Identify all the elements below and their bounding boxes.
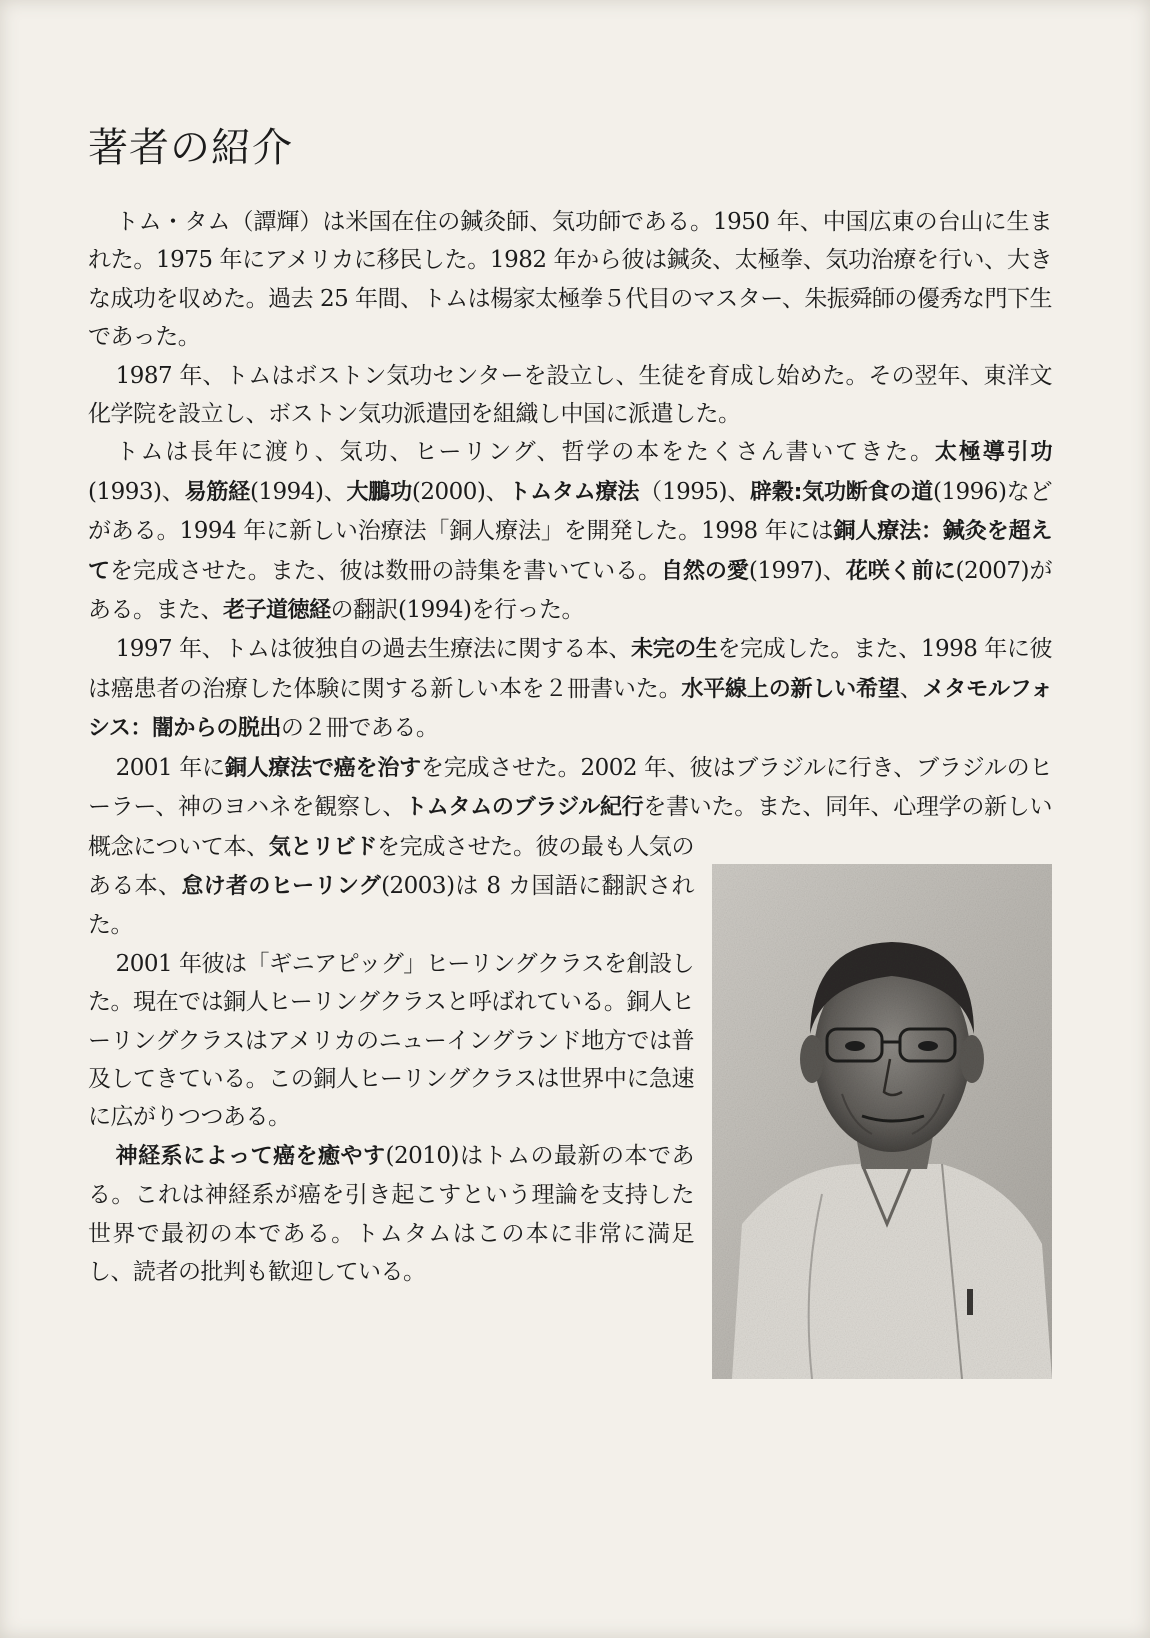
bio-text: 1997 年、トムは彼独自の過去生療法に関する本、 <box>115 636 632 663</box>
page-title: 著者の紹介 <box>88 125 293 171</box>
book-title: 銅人療法で癌を治す <box>224 755 421 781</box>
bio-paragraph-4 <box>88 630 1052 748</box>
bio-text: を完成させた。2002 年、彼はブラジルに行き、ブラジルのヒーラー、神のヨハネを観察し、 <box>88 754 1052 821</box>
bio-text: (2000)、 <box>411 478 509 505</box>
bio-text: の翻訳(1994)を行った。 <box>330 597 584 624</box>
book-title: 自然の愛 <box>661 558 749 584</box>
bio-text: (2003)は 8 カ国語に翻訳された。 <box>88 872 694 939</box>
bio-text: (1993)、 <box>88 478 185 505</box>
bio-text: 1987 年、トムはボストン気功センターを設立し、生徒を育成し始めた。その翌年、東洋文化学院を設立し、ボストン気功派遣団を組織し中国に派遣した。 <box>88 362 1052 428</box>
book-title: 大鵬功 <box>346 479 412 505</box>
bio-text: (2010)はトムの最新の本である。これは神経系が癌を引き起こすという理論を支持した世界で最初の本である。トムタムはこの本に非常に満足し、読者の批判も歓迎している。 <box>88 1142 694 1285</box>
author-portrait-image <box>712 864 1052 1379</box>
bio-paragraph-3 <box>88 433 1052 630</box>
book-title: 老子道徳経 <box>223 598 331 624</box>
book-title: 易筋経 <box>184 479 250 505</box>
bio-paragraph-2 <box>88 357 1052 434</box>
book-title: 辟穀:気功断食の道 <box>750 479 933 505</box>
bio-text: (1997)、 <box>748 557 846 584</box>
bio-text: を完成した。また、1998 年に彼は癌患者の治療した体験に関する新しい本を２冊書いた。 <box>88 636 1052 702</box>
book-title: 気とリビド <box>268 834 378 860</box>
book-title: トムタムのブラジル紀行 <box>405 795 644 821</box>
bio-text: 2001 年彼は「ギニアピッグ」ヒーリングクラスを創設した。現在では銅人ヒーリングクラスと呼ばれている。銅人ヒーリングクラスはアメリカのニューイングランド地方では普及してきている。この銅人ヒーリングクラスは世界中に急速に広がりつつある。 <box>88 950 694 1131</box>
bio-paragraph-1 <box>88 203 1052 357</box>
bio-text: (2007)がある。また、 <box>88 557 1052 624</box>
author-bio <box>88 203 1052 1379</box>
book-title: メタモルフォシス：闇からの脱出 <box>88 676 1052 742</box>
bio-text: を完成させた。彼の最も人気のある本、 <box>88 833 695 899</box>
book-title: 花咲く前に <box>845 558 956 584</box>
book-title: 怠け者のヒーリング <box>181 873 382 899</box>
bio-text: トム・タム（譚輝）は米国在住の鍼灸師、気功師である。1950 年、中国広東の台山に生まれた。1975 年にアメリカに移民した。1982 年から彼は鍼灸、太極拳、気功治療を行い、大きな成功を収めた。過去 25 年間、トムは楊家太極拳５代目のマスター、朱振舜師の優秀な門下生であった。 <box>88 209 1052 351</box>
bio-text: の２冊である。 <box>280 715 439 742</box>
book-title: 銅人療法：鍼灸を超えて <box>88 519 1052 584</box>
bio-text: 2001 年に <box>115 754 225 781</box>
bio-text: (1996)などがある。1994 年に新しい治療法「銅人療法」を開発した。1998 年には <box>88 478 1052 545</box>
book-title: 太極導引功 <box>934 440 1052 466</box>
author-photo <box>712 864 1052 1379</box>
bio-text: トムは長年に渡り、気功、ヒーリング、哲学の本をたくさん書いてきた。 <box>115 439 935 466</box>
book-title: 神経系によって癌を癒やす <box>115 1143 386 1169</box>
bio-text: 、 <box>899 675 923 702</box>
bio-text: を書いた。また、同年、心理学の新しい概念について本、 <box>88 794 1052 860</box>
bio-text: （1995)、 <box>639 478 751 505</box>
flow-with-photo <box>88 749 1052 1292</box>
book-title: トムタム療法 <box>508 479 640 505</box>
bio-text: を完成させた。また、彼は数冊の詩集を書いている。 <box>109 557 661 584</box>
bio-text: (1994)、 <box>249 478 347 505</box>
book-title: 水平線上の新しい希望 <box>681 676 900 702</box>
book-title: 未完の生 <box>631 637 718 663</box>
